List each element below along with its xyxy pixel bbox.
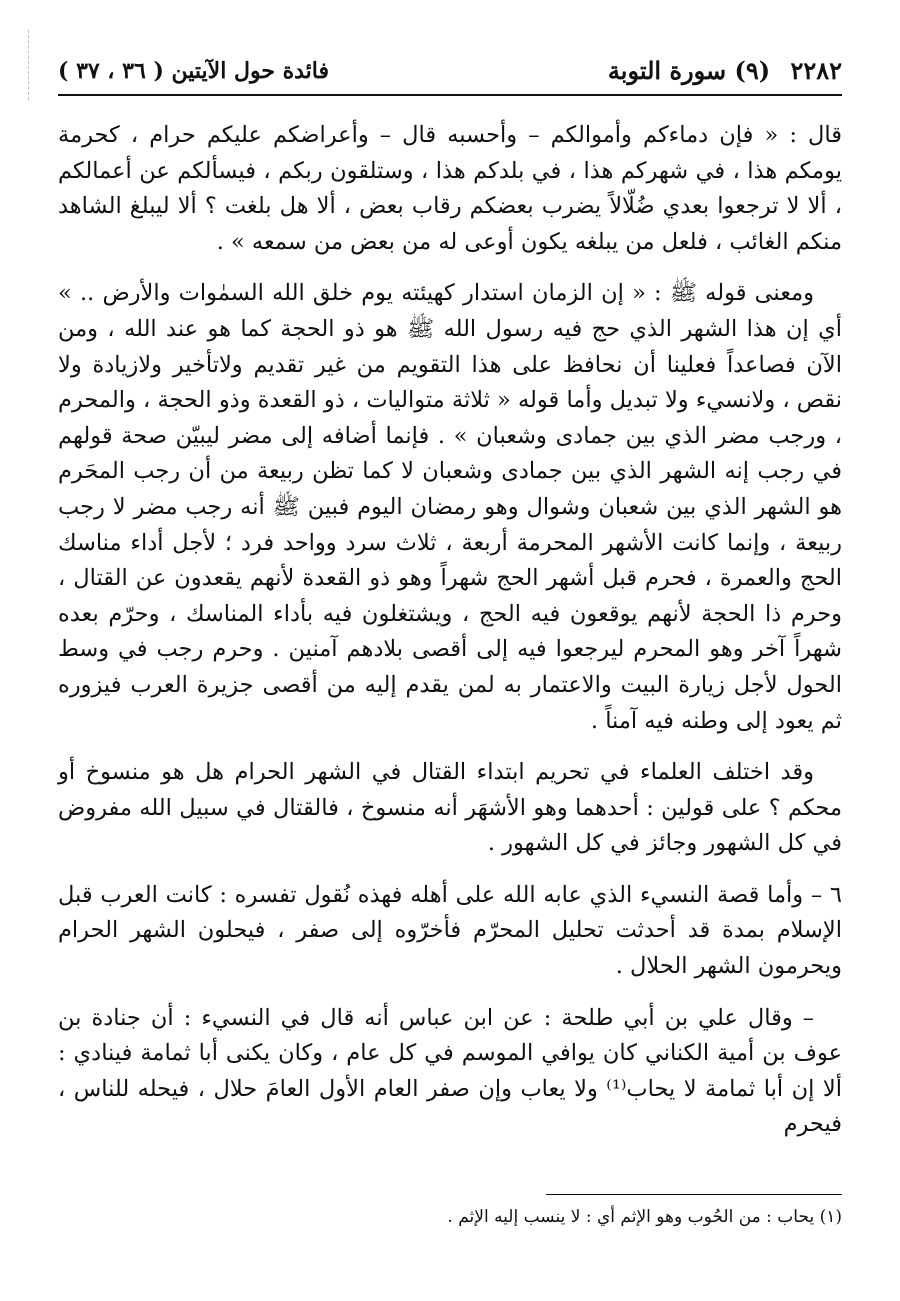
paragraph-scholars: وقد اختلف العلماء في تحريم ابتداء القتال في الشهر الحرام هل هو منسوخ أو محكم ؟ على قولين : أحدهما وهو الأشهَر أنه منسوخ ، فالقتال في سبيل الله مفروض في كل الشهور وجائز في كل الشهور . <box>58 759 842 857</box>
page-number: ٢٢٨٢ <box>790 56 842 85</box>
paragraph-nasi: ٦ – وأما قصة النسيء الذي عابه الله على أهله فهذه نُقول تفسره : كانت العرب قبل الإسلام بمدة قد أحدثت تحليل المحرّم فأخرّوه إلى صفر ، فيحلون الشهر الحرام ويحرمون الشهر الحلال . <box>58 881 842 980</box>
footnote-separator <box>546 1194 842 1195</box>
section-topic: فائدة حول الآيتين ( ٣٦ ، ٣٧ ) <box>58 58 329 84</box>
header-right <box>608 56 842 85</box>
paragraph-hadith: قال : « فإن دماءكم وأموالكم – وأحسبه قال – وأعراضكم عليكم حرام ، كحرمة يومكم هذا ، في شهركم هذا ، في بلدكم هذا ، وستلقون ربكم ، فيسألكم عن أعمالكم ، ألا لا ترجعوا بعدي ضُلّالاً يضرب بعضكم رقاب بعض ، ألا هل بلغت ؟ ألا ليبلغ الشاهد منكم الغائب ، فلعل من يبلغه يكون أوعى له من بعض من سمعه » . <box>58 122 842 255</box>
scan-margin-mark <box>28 30 30 100</box>
paragraph-meaning: ومعنى قوله ﷺ : « إن الزمان استدار كهيئته يوم خلق الله السمٰوات والأرض .. » أي إن هذا الشهر الذي حج فيه رسول الله ﷺ هو ذو الحجة كما هو عند الله ، ومن الآن فصاعداً فعلينا أن نحافظ على هذا التقويم من غير تقديم ولاتأخير ولازيادة ولا نقص ، ولانسيء ولا تبديل وأما قوله « ثلاثة متواليات ، ذو القعدة وذو الحجة ، والمحرم ، ورجب مضر الذي بين جمادى وشعبان » . فإنما أضافه إلى مضر ليبيّن صحة قولهم في رجب إنه الشهر الذي بين جمادى وشعبان لا كما تظن ربيعة من أن رجب المحَرم هو الشهر الذي بين شعبان وشوال وهو رمضان اليوم فبين ﷺ أنه رجب مضر لا رجب ربيعة ، وإنما كانت الأشهر المحرمة أربعة ، ثلاث سرد وواحد فرد ؛ لأجل أداء مناسك الحج والعمرة ، فحرم قبل أشهر الحج شهراً وهو ذو القعدة لأنهم يقعدون عن القتال ، وحرم ذا الحجة لأنهم يوقعون فيه الحج ، ويشتغلون فيه بأداء المناسك ، وحرّم بعده شهراً آخر وهو المحرم ليرجعوا فيه إلى أقصى بلادهم آمنين . وحرم رجب في وسط الحول لأجل زيارة البيت والاعتمار به لمن يقدم إليه من أقصى جزيرة العرب فيزوره ثم يعود إلى وطنه فيه آمناً . <box>58 280 842 734</box>
running-header <box>58 50 842 96</box>
main-text <box>58 118 842 1143</box>
footnote: (١) يحاب : من الحُوب وهو الإثم أي : لا ينسب إليه الإثم . <box>447 1207 842 1227</box>
paragraph-ibn-abbas: – وقال علي بن أبي طلحة : عن ابن عباس أنه قال في النسيء : أن جنادة بن عوف بن أمية الكناني كان يوافي الموسم في كل عام ، وكان يكنى أبا ثمامة فينادي : ألا إن أبا ثمامة لا يحاب⁽¹⁾ ولا يعاب وإن صفر العام الأول العامَ حلال ، فيحله للناس ، فيحرم <box>58 1004 842 1138</box>
surah-title: (٩) سورة التوبة <box>607 56 771 85</box>
